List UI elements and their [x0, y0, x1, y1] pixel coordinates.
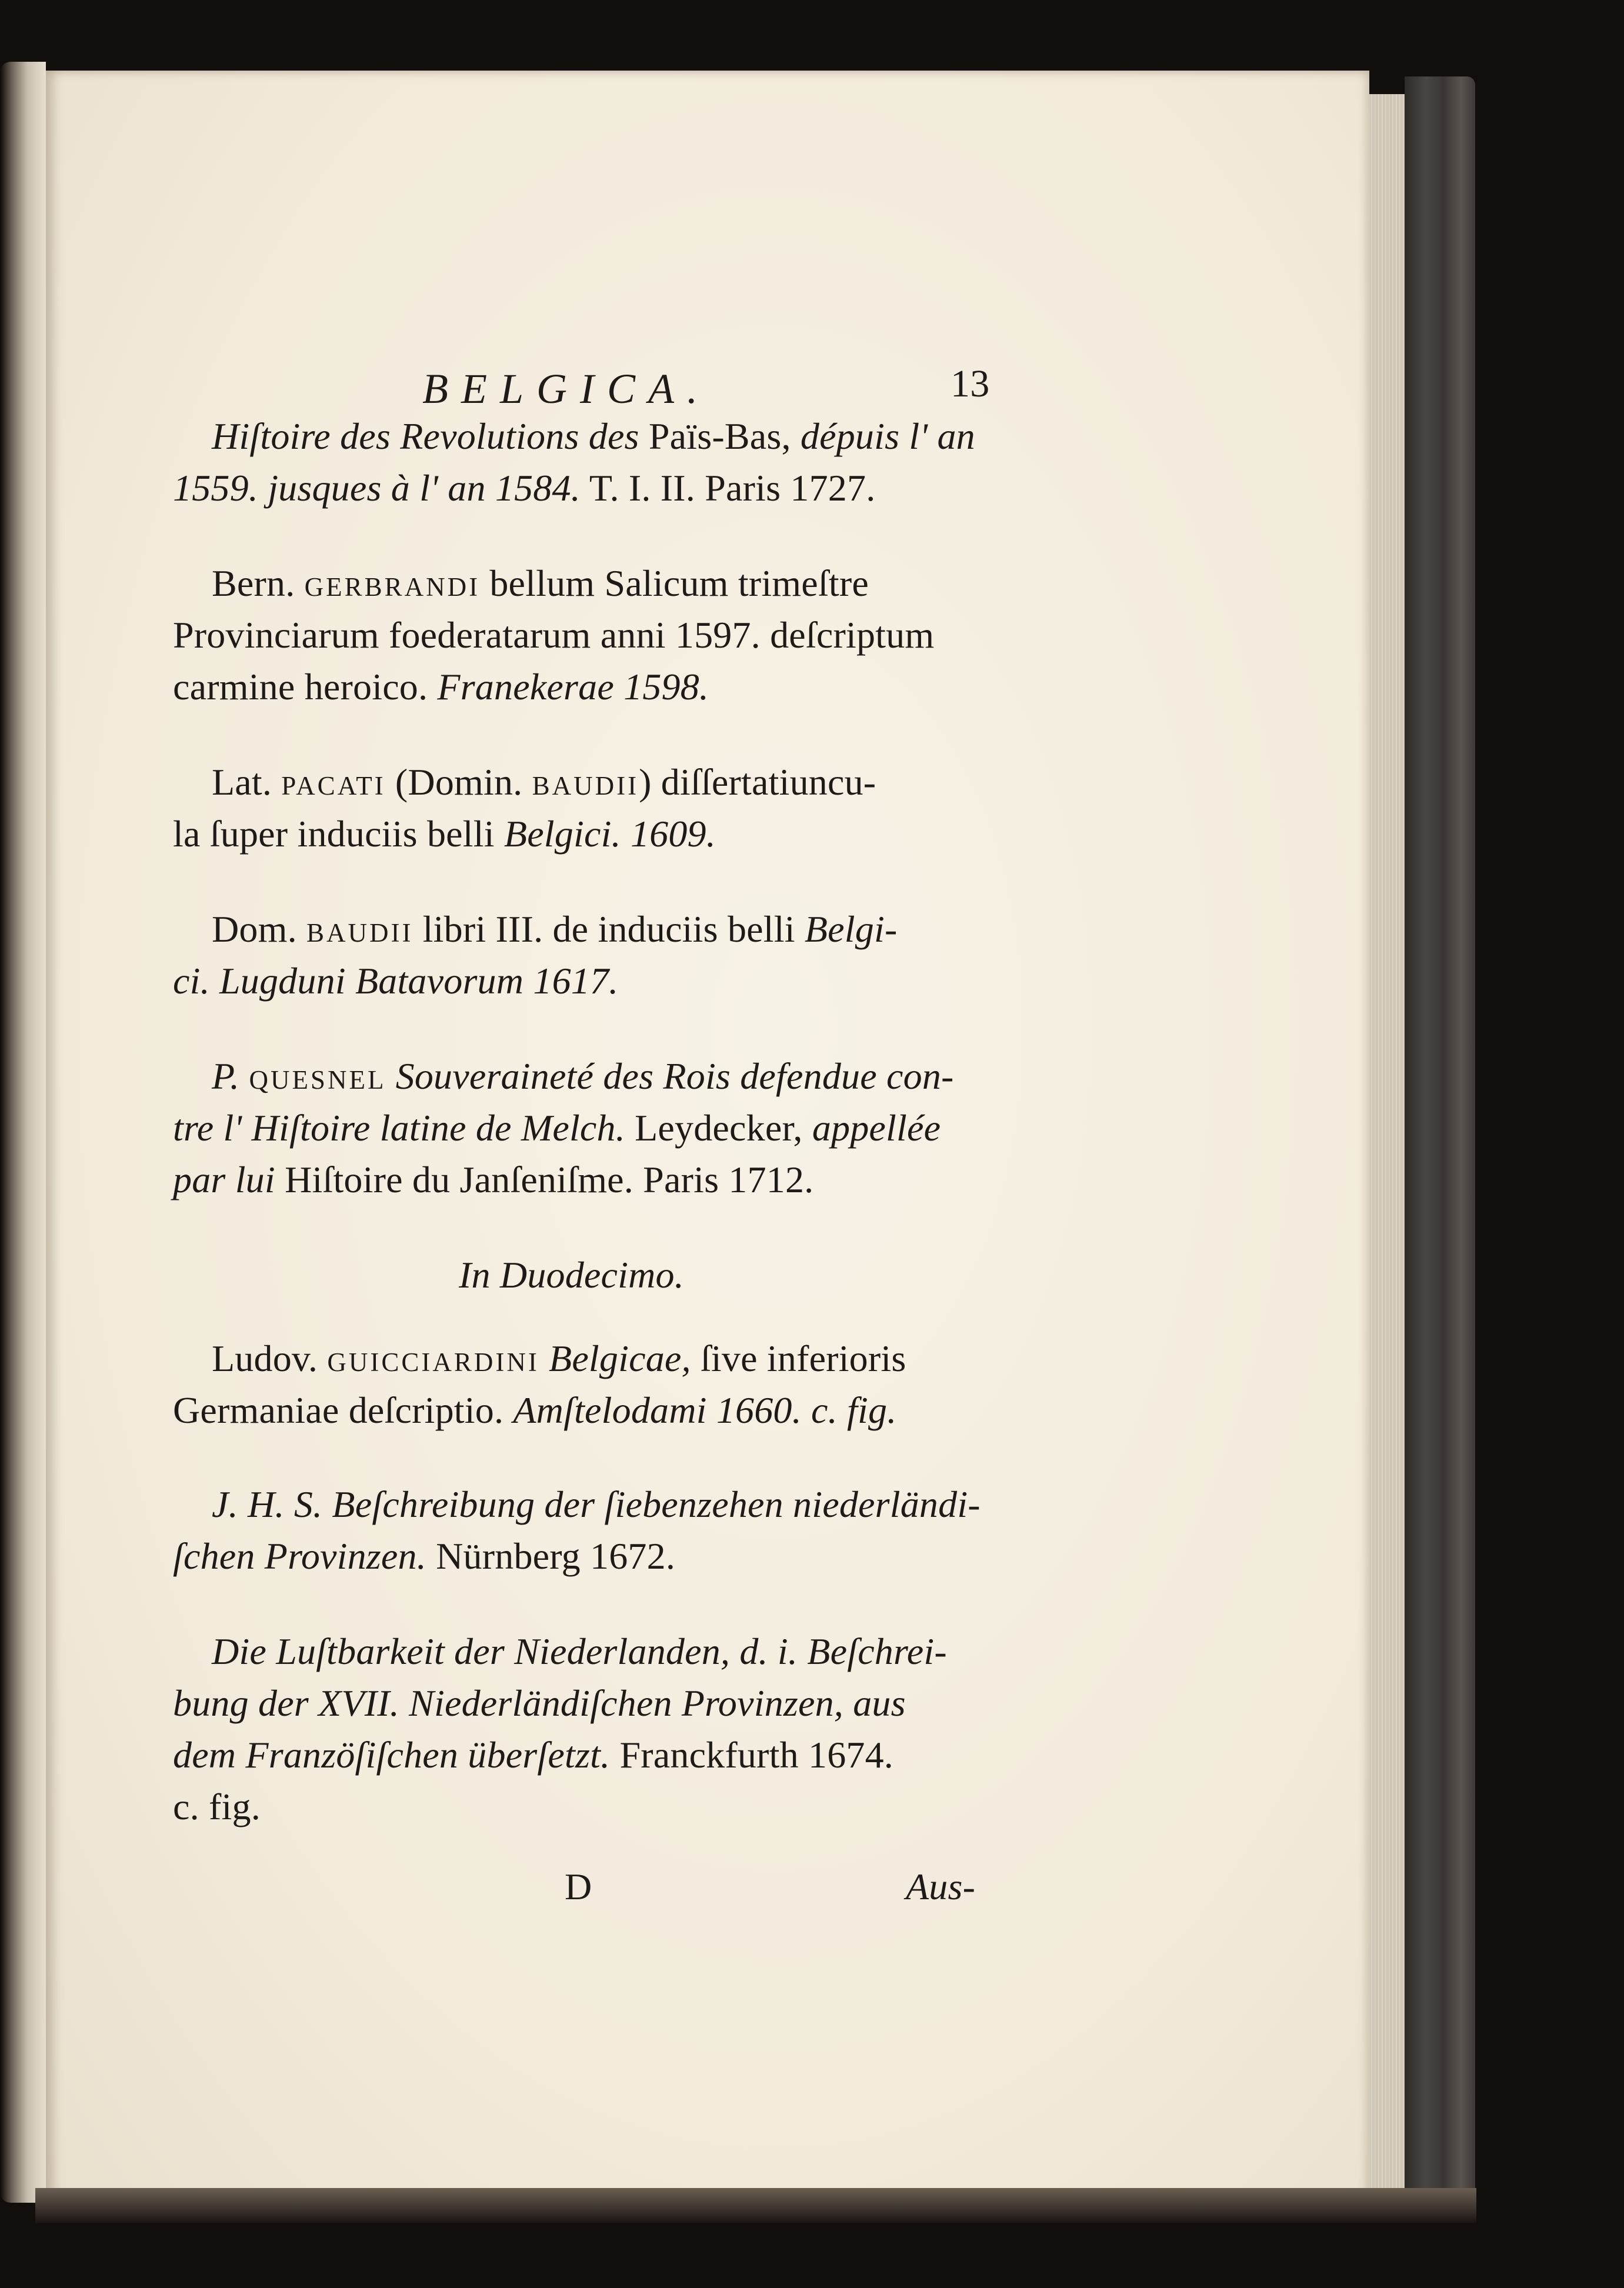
- text-roman: la ſuper induciis belli: [173, 813, 504, 855]
- text-italic: Hiſtoire des Revolutions des: [212, 415, 649, 457]
- text-roman: ,: [781, 415, 801, 457]
- author-name: guicciardini: [327, 1338, 539, 1379]
- entry-line: ci. Lugduni Batavorum 1617.: [173, 960, 619, 1002]
- text-roman: Franckfurth 1674.: [610, 1734, 893, 1776]
- entry-line: bung der XVII. Niederländiſchen Provinzen, aus: [173, 1682, 906, 1724]
- bottom-board: [35, 2188, 1476, 2223]
- entry-line: Die Luſtbarkeit der Niederlanden, d. i. Beſchrei-: [212, 1630, 947, 1672]
- text-roman: Hiſtoire du Janſeniſme. Paris 1712.: [275, 1159, 814, 1200]
- text-italic: Belgici. 1609.: [503, 813, 716, 855]
- section-heading: In Duodecimo.: [459, 1254, 684, 1296]
- running-head-title: BELGICA.: [422, 365, 711, 412]
- text-roman: [539, 1338, 549, 1379]
- text-roman: [386, 1055, 395, 1097]
- author-name: baudii: [306, 908, 413, 950]
- text-roman: Leydecker,: [625, 1107, 812, 1149]
- text-italic: dépuis l' an: [800, 415, 975, 457]
- entry-line: [173, 1109, 941, 1147]
- text-italic: ſchen Provinzen.: [173, 1535, 426, 1577]
- text-italic: P.: [212, 1055, 249, 1097]
- text-italic: dem Franzöſiſchen überſetzt.: [173, 1734, 611, 1776]
- left-page-edge: [0, 62, 46, 2203]
- entry-line: [173, 1161, 813, 1199]
- text-italic: 1559. jusques à l' an 1584.: [173, 467, 581, 509]
- entry-line: [173, 1736, 893, 1774]
- page-number: 13: [951, 362, 990, 405]
- text-italic: appellée: [812, 1107, 941, 1149]
- entry-line: [212, 415, 975, 457]
- entry-line: J. H. S. Beſchreibung der ſiebenzehen niederländi-: [212, 1483, 981, 1525]
- entry-line: [173, 815, 716, 853]
- entry-line: [212, 562, 869, 604]
- text-roman: Germaniae deſcriptio.: [173, 1389, 513, 1431]
- text-roman: Ludov.: [212, 1338, 328, 1379]
- text-roman: Lat.: [212, 761, 282, 803]
- text-italic: Belgicae,: [549, 1338, 691, 1379]
- text-roman: (Domin.: [385, 761, 532, 803]
- author-name: gerbrandi: [304, 562, 481, 604]
- entry-line: [212, 763, 876, 801]
- signature-mark: D: [565, 1866, 592, 1907]
- text-roman: bellum Salicum trimeſtre: [480, 562, 869, 604]
- entry-line: c. fig.: [173, 1786, 261, 1827]
- text-italic: Franekerae 1598.: [437, 666, 709, 708]
- entry-line: [212, 1055, 954, 1097]
- text-roman: Nürnberg 1672.: [426, 1535, 676, 1577]
- text-italic: Amſtelodami 1660. c. fig.: [513, 1389, 897, 1431]
- entry-line: [173, 668, 709, 706]
- entry-line: [173, 1389, 897, 1431]
- entry-line: [212, 1340, 906, 1378]
- text-roman: Bern.: [212, 562, 305, 604]
- text-roman: ſive inferioris: [691, 1338, 906, 1379]
- text-roman: Païs-Bas: [648, 415, 782, 457]
- text-italic: Souveraineté des Rois defendue con-: [395, 1055, 954, 1097]
- entry-line: [173, 1537, 675, 1575]
- author-name: quesnel: [249, 1055, 386, 1097]
- text-roman: carmine heroico.: [173, 666, 438, 708]
- text-italic: par lui: [173, 1159, 275, 1200]
- catchword: Aus-: [906, 1866, 976, 1907]
- entry-line: [173, 469, 875, 507]
- book-page: [46, 71, 1369, 2200]
- text-italic: Belgi-: [804, 908, 898, 950]
- text-roman: T. I. II. Paris 1727.: [580, 467, 876, 509]
- text-italic: tre l' Hiſtoire latine de Melch.: [173, 1107, 625, 1149]
- text-roman: ) diſſertatiuncu-: [639, 761, 876, 803]
- entry-line: [212, 910, 897, 948]
- author-name: pacati: [281, 761, 386, 803]
- cover-board: [1405, 76, 1475, 2206]
- text-roman: Dom.: [212, 908, 306, 950]
- page-fore-edge: [1369, 94, 1405, 2194]
- author-name: baudii: [532, 761, 639, 803]
- text-roman: libri III. de induciis belli: [413, 908, 805, 950]
- entry-line: Provinciarum foederatarum anni 1597. deſcriptum: [173, 614, 935, 656]
